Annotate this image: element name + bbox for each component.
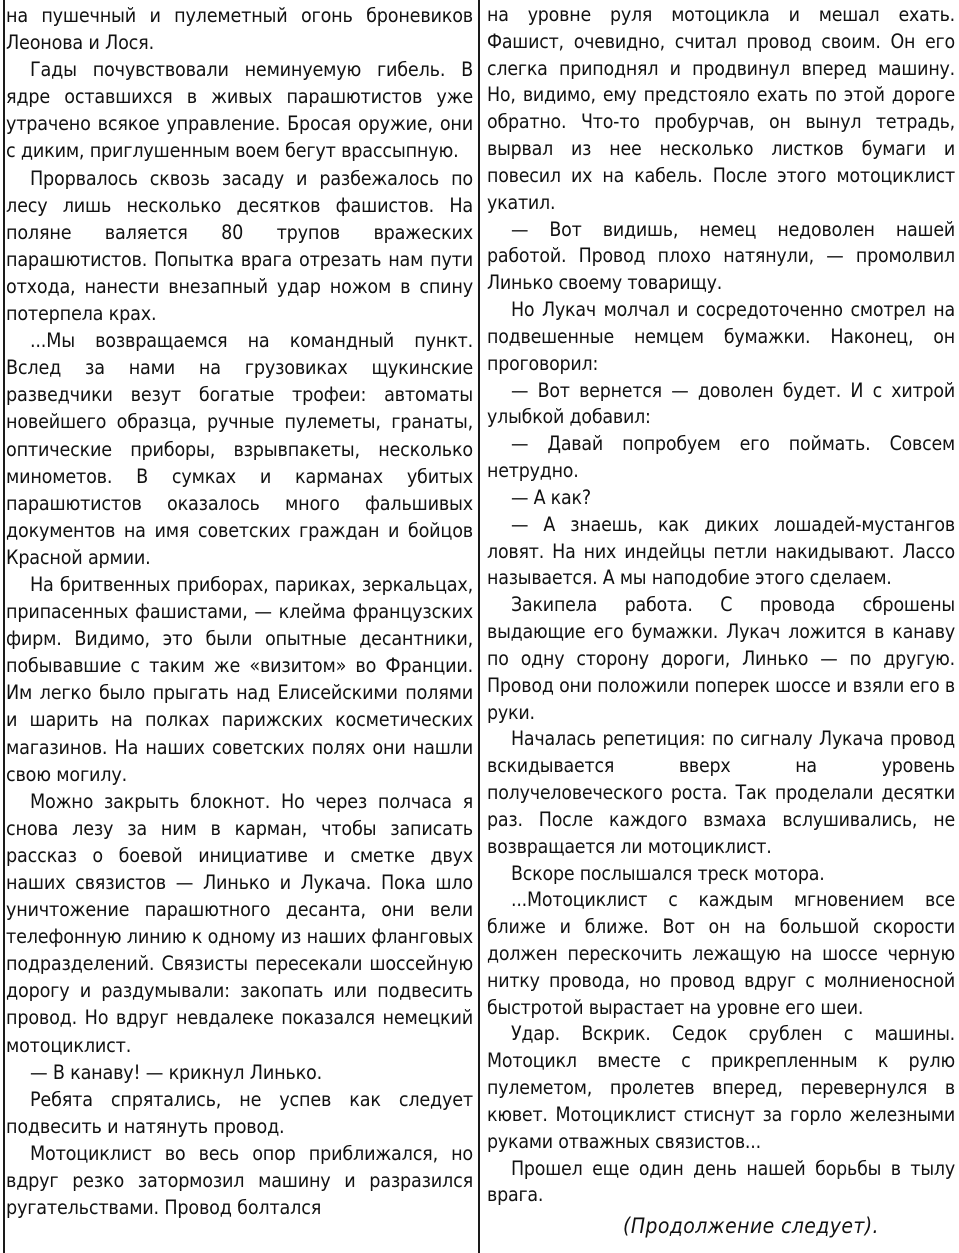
paragraph: ...Мотоциклист с каждым мгновением все ближе и ближе. Вот он на большой скорости должен перескочить лежащую на шоссе черную нитку провода, но провод вдруг с молниеносной быстротой вырастает на уровне его шеи. xyxy=(487,888,955,1019)
paragraph: Началась репетиция: по сигналу Лукача провод вскидывается вверх на уровень получеловеческого роста. Так проделали десятки раз. После каждого взмаха вслушивались, не возвращается ли мотоциклист. xyxy=(487,727,955,858)
paragraph: — Давай попробуем его поймать. Совсем нетрудно. xyxy=(487,432,955,483)
paragraph: на уровне руля мотоцикла и мешал ехать. Фашист, очевидно, считал провод своим. Он его слегка приподнял и продвинул вперед машину. Но, видимо, ему предстояло ехать по этой дороге обратно. Что-то пробурчав, он вынул тетрадь, вырвал из нее несколько листков бумаги и повесил их на кабель. После этого мотоциклист укатил. xyxy=(487,3,955,214)
paragraph: Можно закрыть блокнот. Но через полчаса я снова лезу за ним в карман, чтобы записать рассказ о боевой инициативе и сметке двух наших связистов — Линько и Лукача. Пока шло уничтожение парашютного десанта, они вели телефонную линию к одному из наших фланговых подразделений. Связисты пересекали шоссейную дорогу и раздумывали: закопать или подвесить провод. Но вдруг невдалеке показался немецкий мотоциклист. xyxy=(6,789,474,1057)
paragraph: — Вот вернется — доволен будет. И с хитрой улыбкой добавил: xyxy=(487,378,955,429)
column-divider xyxy=(478,0,480,1253)
paragraph: ...Мы возвращаемся на командный пункт. Вслед за нами на грузовиках щукинские разведчики везут богатые трофеи: автоматы новейшего образца, ручные пулеметы, гранаты, оптические приборы, взрывпакеты, несколько минометов. В сумках и карманах убитых парашютистов оказалось много фальшивых документов на имя советских граждан и бойцов Красной армии. xyxy=(6,329,473,569)
paragraph: на пушечный и пулеметный огонь броневиков Леонова и Лося. xyxy=(6,4,473,55)
paragraph: На бритвенных приборах, париках, зеркальцах, припасенных фашистами, — клейма французских фирм. Видимо, это были опытные десантники, побывавшие с таким же «визитом» во Франции. Им легко было прыгать над Елисейскими полями и шарить на полках парижских косметических магазинов. На наших советских полях они нашли свою могилу. xyxy=(6,572,473,786)
paragraph: Закипела работа. С провода сброшены выдающие его бумажки. Лукач ложится в канаву по одну сторону дороги, Линько — по другую. Провод они положили поперек шоссе и взяли его в руки. xyxy=(487,593,955,724)
paragraph: — А как? xyxy=(511,485,591,509)
paragraph: — Вот видишь, немец недоволен нашей работой. Провод плохо натянули, — промолвил Линько своему товарищу. xyxy=(487,217,955,295)
left-column xyxy=(6,2,473,1221)
paragraph: Удар. Вскрик. Седок срублен с машины. Мотоцикл вместе с прикрепленным к рулю пулеметом, пролетев вперед, перевернулся в кювет. Мотоциклист стиснут за горло железными руками отважных связистов... xyxy=(487,1022,955,1153)
paragraph: Мотоциклист во весь опор приближался, но вдруг резко затормозил машину и разразился ругательствами. Провод болтался xyxy=(6,1141,473,1220)
paragraph: Прошел еще один день нашей борьбы в тылу врага. xyxy=(487,1156,955,1207)
continued-note: (Продолжение следует). xyxy=(623,1214,879,1239)
paragraph: Но Лукач молчал и сосредоточенно смотрел на подвешенные немцем бумажки. Наконец, он проговорил: xyxy=(487,298,955,375)
paragraph: Гады почувствовали неминуемую гибель. В ядре оставшихся в живых парашютистов уже утрачено всякое управление. Бросая оружие, они с диким, приглушенным воем бегут врассыпную. xyxy=(6,58,473,163)
paragraph: — В канаву! — крикнул Линько. xyxy=(30,1060,323,1084)
paragraph: Вскоре послышался треск мотора. xyxy=(511,861,825,885)
paragraph: Прорвалось сквозь засаду и разбежалось по лесу лишь несколько десятков фашистов. На поляне валяется 80 трупов вражеских парашютистов. Попытка врага отрезать нам пути отхода, нанести внезапный удар ножом в спину потерпела крах. xyxy=(6,166,473,326)
paragraph: Ребята спрятались, не успев как следует подвесить и натянуть провод. xyxy=(6,1087,473,1138)
right-column xyxy=(487,2,955,1240)
left-border-rule xyxy=(3,0,5,1253)
paragraph: — А знаешь, как диких лошадей-мустангов ловят. На них индейцы петли накидывают. Лассо называется. А мы наподобие этого сделаем. xyxy=(487,512,955,590)
